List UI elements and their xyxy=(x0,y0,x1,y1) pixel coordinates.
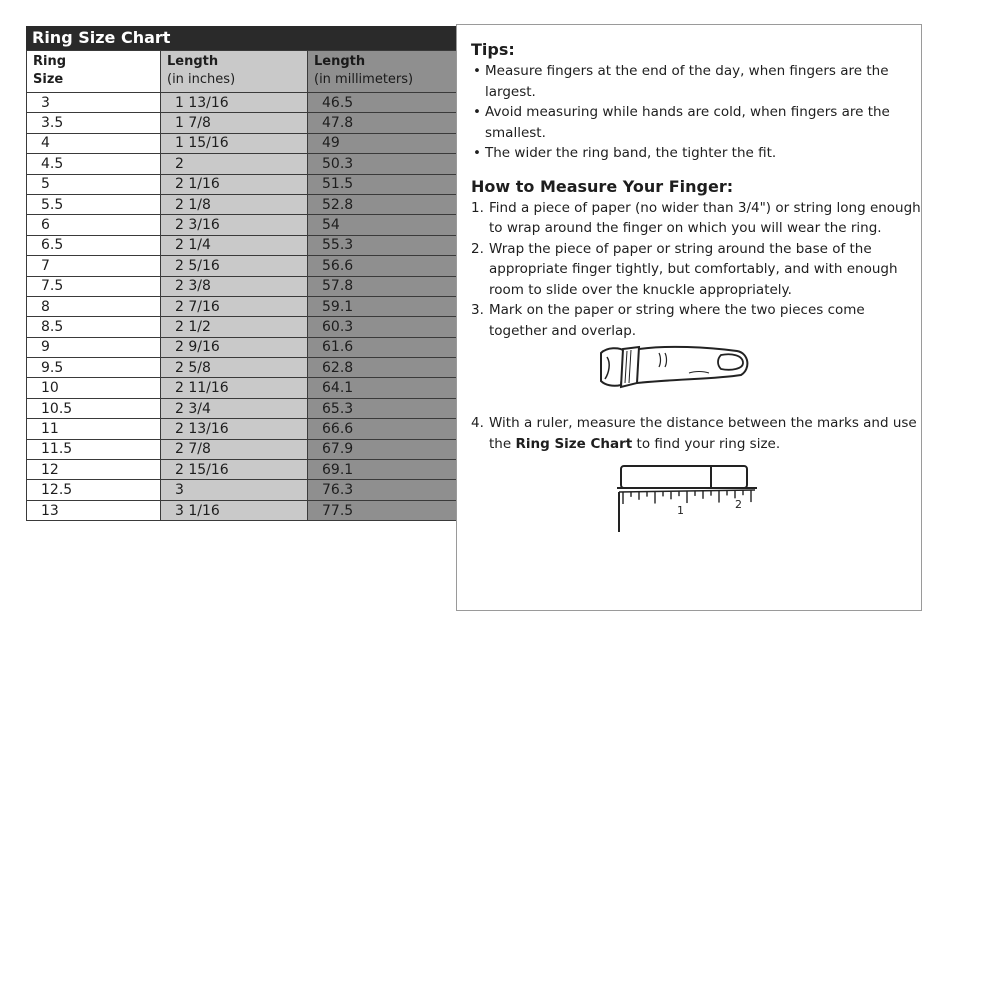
ring-size-table xyxy=(26,50,457,521)
step-text: Mark on the paper or string where the two pieces come together and overlap. xyxy=(489,302,865,339)
table-row xyxy=(27,93,457,113)
instructions-panel xyxy=(456,24,922,611)
cell-ring-size: 6.5 xyxy=(27,235,161,255)
cell-length-mm: 51.5 xyxy=(308,174,457,194)
cell-length-mm: 64.1 xyxy=(308,378,457,398)
cell-ring-size: 3 xyxy=(27,93,161,113)
cell-length-mm: 56.6 xyxy=(308,256,457,276)
table-row xyxy=(27,480,457,500)
cell-length-inches: 2 15/16 xyxy=(161,460,308,480)
tip-item: • The wider the ring band, the tighter the fit. xyxy=(471,143,921,164)
step-text: Wrap the piece of paper or string around the base of the appropriate finger tightly, but comfortably, and with enough room to slide over the knuckle appropriately. xyxy=(489,240,898,298)
cell-length-inches: 1 7/8 xyxy=(161,113,308,133)
cell-length-mm: 66.6 xyxy=(308,419,457,439)
cell-ring-size: 6 xyxy=(27,215,161,235)
header-length-inches xyxy=(161,51,308,93)
table-row xyxy=(27,398,457,418)
cell-ring-size: 5 xyxy=(27,174,161,194)
table-row xyxy=(27,194,457,214)
cell-length-inches: 2 5/16 xyxy=(161,256,308,276)
cell-length-mm: 52.8 xyxy=(308,194,457,214)
cell-length-inches: 2 1/16 xyxy=(161,174,308,194)
tips-list xyxy=(471,61,921,164)
table-row xyxy=(27,439,457,459)
cell-ring-size: 8 xyxy=(27,296,161,316)
header-inches-unit: (in inches) xyxy=(167,72,236,87)
cell-length-mm: 55.3 xyxy=(308,235,457,255)
cell-ring-size: 5.5 xyxy=(27,194,161,214)
cell-ring-size: 9.5 xyxy=(27,358,161,378)
cell-length-inches: 2 11/16 xyxy=(161,378,308,398)
header-inches-label: Length xyxy=(167,54,219,69)
cell-length-inches: 2 1/2 xyxy=(161,317,308,337)
table-row xyxy=(27,215,457,235)
cell-length-mm: 49 xyxy=(308,133,457,153)
step-number: 4. xyxy=(471,415,484,431)
howto-steps xyxy=(471,198,921,342)
cell-length-inches: 1 15/16 xyxy=(161,133,308,153)
table-row xyxy=(27,154,457,174)
step-text-before: With a ruler, measure the distance between the marks and use the xyxy=(489,415,917,452)
step-item xyxy=(471,239,921,301)
cell-length-inches: 3 xyxy=(161,480,308,500)
step-text-after: to find your ring size. xyxy=(632,435,781,452)
table-row xyxy=(27,337,457,357)
paper-strip xyxy=(621,466,747,488)
table-row xyxy=(27,256,457,276)
tip-item: • Avoid measuring while hands are cold, when fingers are the smallest. xyxy=(471,102,921,143)
howto-heading: How to Measure Your Finger: xyxy=(471,176,734,196)
cell-length-mm: 77.5 xyxy=(308,500,457,520)
cell-ring-size: 3.5 xyxy=(27,113,161,133)
table-row xyxy=(27,296,457,316)
cell-ring-size: 12 xyxy=(27,460,161,480)
ruler-label-2: 2 xyxy=(735,498,742,511)
table-row xyxy=(27,500,457,520)
cell-length-inches: 1 13/16 xyxy=(161,93,308,113)
step-text: Find a piece of paper (no wider than 3/4") or string long enough to wrap around the finger on which you will wear the ring. xyxy=(489,199,921,236)
cell-ring-size: 10 xyxy=(27,378,161,398)
cell-length-inches: 2 3/8 xyxy=(161,276,308,296)
cell-length-mm: 47.8 xyxy=(308,113,457,133)
cell-ring-size: 4.5 xyxy=(27,154,161,174)
cell-length-inches: 2 3/16 xyxy=(161,215,308,235)
header-ring-size xyxy=(27,51,161,93)
step-number: 2. xyxy=(471,240,484,257)
step-number: 1. xyxy=(471,199,484,216)
ruler-icon xyxy=(611,462,761,536)
finger-illustration xyxy=(471,341,921,413)
cell-ring-size: 7 xyxy=(27,256,161,276)
cell-length-inches: 2 5/8 xyxy=(161,358,308,378)
cell-ring-size: 12.5 xyxy=(27,480,161,500)
table-row xyxy=(27,235,457,255)
cell-ring-size: 13 xyxy=(27,500,161,520)
howto-steps-continued xyxy=(471,413,921,454)
step-item xyxy=(471,413,921,454)
cell-length-inches: 2 13/16 xyxy=(161,419,308,439)
cell-length-inches: 3 1/16 xyxy=(161,500,308,520)
cell-length-mm: 60.3 xyxy=(308,317,457,337)
table-header-row xyxy=(27,51,457,93)
cell-length-inches: 2 7/8 xyxy=(161,439,308,459)
header-ring-size-label: Ring Size xyxy=(33,54,67,87)
cell-length-mm: 67.9 xyxy=(308,439,457,459)
table-row xyxy=(27,378,457,398)
cell-length-mm: 76.3 xyxy=(308,480,457,500)
step-number: 3. xyxy=(471,302,484,318)
cell-ring-size: 11.5 xyxy=(27,439,161,459)
chart-title: Ring Size Chart xyxy=(26,26,456,50)
cell-ring-size: 8.5 xyxy=(27,317,161,337)
header-mm-label: Length xyxy=(314,54,366,69)
step-item xyxy=(471,198,921,239)
cell-length-mm: 50.3 xyxy=(308,154,457,174)
cell-ring-size: 4 xyxy=(27,133,161,153)
table-row xyxy=(27,358,457,378)
cell-length-mm: 57.8 xyxy=(308,276,457,296)
table-row xyxy=(27,133,457,153)
step-item xyxy=(471,300,921,341)
cell-length-inches: 2 1/4 xyxy=(161,235,308,255)
cell-ring-size: 7.5 xyxy=(27,276,161,296)
table-row xyxy=(27,113,457,133)
ruler-illustration xyxy=(471,454,921,546)
table-row xyxy=(27,317,457,337)
cell-length-mm: 69.1 xyxy=(308,460,457,480)
table-body xyxy=(27,93,457,521)
table-row xyxy=(27,276,457,296)
ruler-label-1: 1 xyxy=(677,504,684,517)
header-mm-unit: (in millimeters) xyxy=(314,72,414,87)
cell-length-mm: 62.8 xyxy=(308,358,457,378)
cell-ring-size: 11 xyxy=(27,419,161,439)
table-row xyxy=(27,419,457,439)
header-length-mm xyxy=(308,51,457,93)
ring-size-chart xyxy=(26,26,456,521)
cell-length-inches: 2 xyxy=(161,154,308,174)
cell-ring-size: 9 xyxy=(27,337,161,357)
tips-heading: Tips: xyxy=(471,40,515,59)
cell-ring-size: 10.5 xyxy=(27,398,161,418)
tip-item: • Measure fingers at the end of the day, when fingers are the largest. xyxy=(471,61,921,102)
table-row xyxy=(27,460,457,480)
cell-length-mm: 59.1 xyxy=(308,296,457,316)
cell-length-inches: 2 1/8 xyxy=(161,194,308,214)
cell-length-mm: 54 xyxy=(308,215,457,235)
cell-length-mm: 61.6 xyxy=(308,337,457,357)
cell-length-mm: 65.3 xyxy=(308,398,457,418)
table-row xyxy=(27,174,457,194)
cell-length-inches: 2 9/16 xyxy=(161,337,308,357)
cell-length-inches: 2 3/4 xyxy=(161,398,308,418)
finger-with-paper-icon xyxy=(597,343,753,395)
cell-length-inches: 2 7/16 xyxy=(161,296,308,316)
step-text-bold: Ring Size Chart xyxy=(515,435,633,452)
cell-length-mm: 46.5 xyxy=(308,93,457,113)
